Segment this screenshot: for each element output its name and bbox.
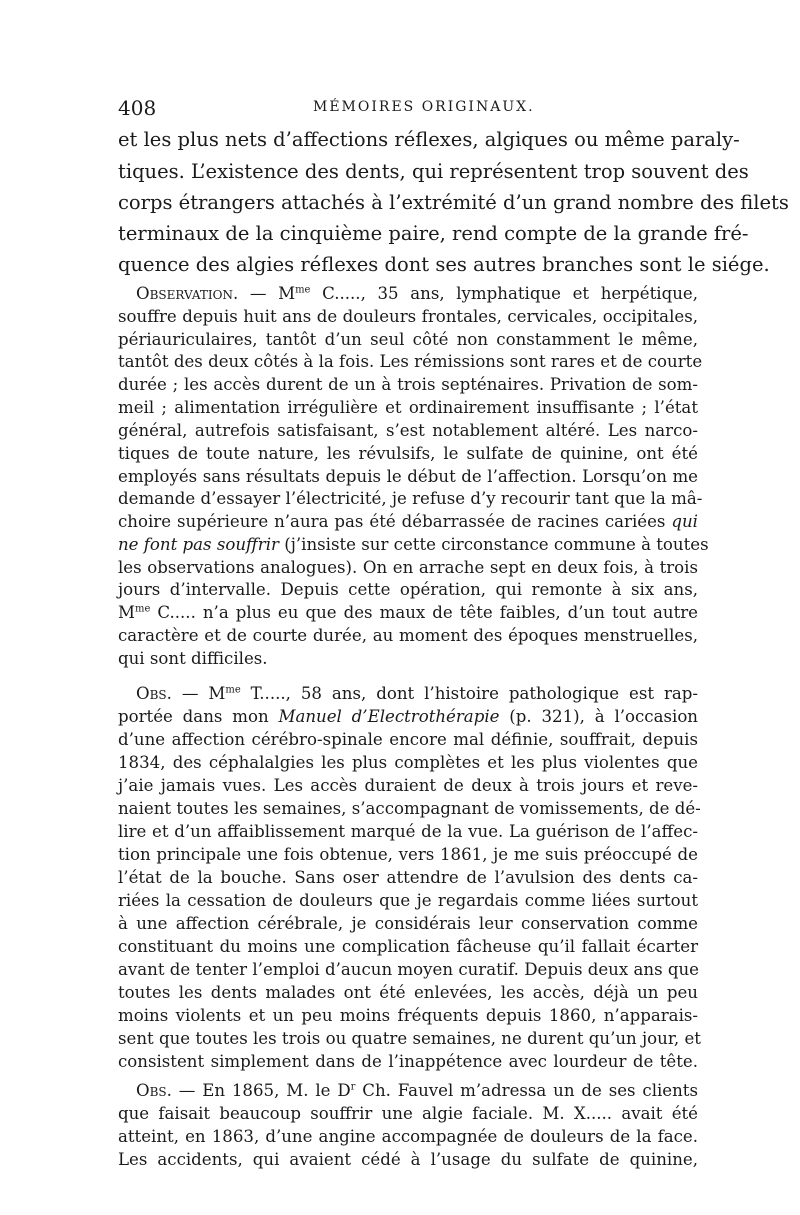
text-line: 1834, des céphalalgies les plus complètes et les plus violentes que — [118, 753, 698, 772]
text-line: tiques de toute nature, les révulsifs, le sulfate de quinine, ont été — [118, 444, 698, 463]
text-line: à une affection cérébrale, je considérais leur conservation comme — [118, 914, 698, 933]
observation-label: Observation. — [136, 284, 239, 303]
text-line: $M^{me}$ C..... n’a plus eu que des maux de tête faibles, d’un tout autre — [118, 603, 698, 622]
text-line: d’une affection cérébro-spinale encore mal définie, souffrait, depuis — [118, 730, 698, 749]
text-line: que faisait beaucoup souffrir une algie faciale. M. X..... avait été — [118, 1104, 698, 1123]
text-line: l’état de la bouche. Sans oser attendre de l’avulsion des dents ca- — [118, 868, 698, 887]
text-line: avant de tenter l’emploi d’aucun moyen curatif. Depuis deux ans que — [118, 960, 699, 979]
text-line: toutes les dents malades ont été enlevées, les accès, déjà un peu — [118, 983, 698, 1002]
text-line: demande d’essayer l’électricité, je refuse d’y recourir tant que la mâ- — [118, 489, 703, 508]
text-line: Obs. — $M^{me}$ T....., 58 ans, dont l’histoire pathologique est rap- — [136, 684, 698, 703]
text-line: choire supérieure n’aura pas été débarrassée de racines cariées qui — [118, 512, 698, 531]
observation-label: Obs. — [136, 1081, 172, 1100]
text-line: consistent simplement dans de l’inappétence avec lourdeur de tête. — [118, 1052, 698, 1071]
text-line: riées la cessation de douleurs que je regardais comme liées surtout — [118, 891, 698, 910]
text-line: jours d’intervalle. Depuis cette opération, qui remonte à six ans, — [118, 580, 698, 599]
text-line: employés sans résultats depuis le début de l’affection. Lorsqu’on me — [118, 467, 698, 486]
text-line: qui sont difficiles. — [118, 649, 268, 668]
text-line: lire et d’un affaiblissement marqué de la vue. La guérison de l’affec- — [118, 822, 698, 841]
text-line: sent que toutes les trois ou quatre semaines, ne durent qu’un jour, et — [118, 1029, 701, 1048]
text-line: constituant du moins une complication fâcheuse qu’il fallait écarter — [118, 937, 698, 956]
text-line: les observations analogues). On en arrache sept en deux fois, à trois — [118, 558, 698, 577]
text-line: quence des algies réflexes dont ses autres branches sont le siége. — [118, 253, 770, 276]
text-line: ne font pas souffrir (j’insiste sur cette circonstance commune à toutes — [118, 535, 709, 554]
text-line: général, autrefois satisfaisant, s’est notablement altéré. Les narco- — [118, 421, 698, 440]
text-line: Les accidents, qui avaient cédé à l’usage du sulfate de quinine, — [118, 1150, 698, 1169]
text-line: terminaux de la cinquième paire, rend compte de la grande fré- — [118, 222, 749, 245]
text-line: caractère et de courte durée, au moment des époques menstruelles, — [118, 626, 698, 645]
text-line: portée dans mon Manuel d’Electrothérapie (p. 321), à l’occasion — [118, 707, 698, 726]
observation-label: Obs. — [136, 684, 172, 703]
text-line: j’aie jamais vues. Les accès duraient de deux à trois jours et reve- — [118, 776, 698, 795]
text-line: moins violents et un peu moins fréquents depuis 1860, n’apparais- — [118, 1006, 698, 1025]
text-line: Observation. — $M^{me}$ C....., 35 ans, lymphatique et herpétique, — [136, 284, 698, 303]
page-header — [118, 96, 698, 120]
text-line: meil ; alimentation irrégulière et ordinairement insuffisante ; l’état — [118, 398, 698, 417]
text-line: durée ; les accès durent de un à trois septénaires. Privation de som- — [118, 375, 698, 394]
text-line: périauriculaires, tantôt d’un seul côté non constamment le même, — [118, 330, 698, 349]
page-number: 408 — [118, 96, 157, 120]
running-title: MÉMOIRES ORIGINAUX. — [313, 99, 535, 115]
text-line: Obs. — En 1865, M. le $D^r$ Ch. Fauvel m’adressa un de ses clients — [136, 1081, 698, 1100]
text-line: atteint, en 1863, d’une angine accompagnée de douleurs de la face. — [118, 1127, 698, 1146]
text-line: souffre depuis huit ans de douleurs frontales, cervicales, occipitales, — [118, 307, 698, 326]
text-line: tion principale une fois obtenue, vers 1861, je me suis préoccupé de — [118, 845, 698, 864]
text-line: corps étrangers attachés à l’extrémité d’un grand nombre des filets — [118, 191, 789, 214]
text-line: et les plus nets d’affections réflexes, algiques ou même paraly- — [118, 128, 740, 151]
text-line: naient toutes les semaines, s’accompagnant de vomissements, de dé- — [118, 799, 701, 818]
text-line: tantôt des deux côtés à la fois. Les rémissions sont rares et de courte — [118, 352, 703, 371]
text-line: tiques. L’existence des dents, qui représentent trop souvent des — [118, 160, 749, 183]
